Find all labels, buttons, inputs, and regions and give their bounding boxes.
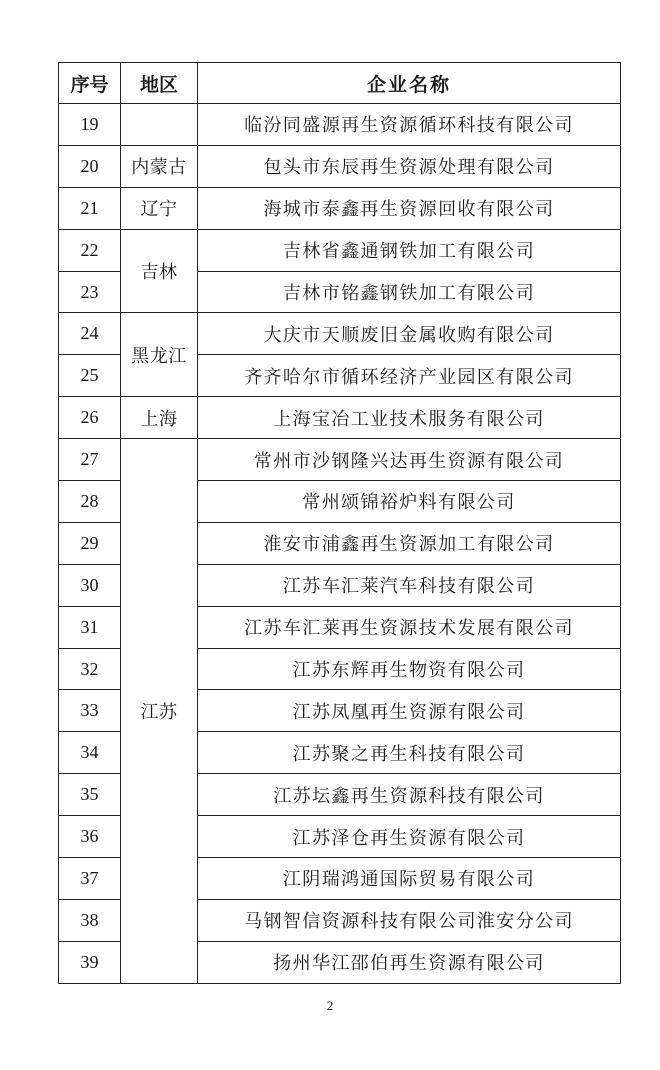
row-company-name: 上海宝冶工业技术服务有限公司 (198, 397, 621, 439)
row-region: 江苏 (121, 439, 198, 984)
row-index: 27 (59, 439, 121, 481)
row-company-name: 海城市泰鑫再生资源回收有限公司 (198, 187, 621, 229)
row-index: 37 (59, 858, 121, 900)
row-company-name: 常州市沙钢隆兴达再生资源有限公司 (198, 439, 621, 481)
row-index: 29 (59, 522, 121, 564)
row-index: 35 (59, 774, 121, 816)
row-company-name: 江苏东辉再生物资有限公司 (198, 648, 621, 690)
row-index: 31 (59, 606, 121, 648)
row-index: 25 (59, 355, 121, 397)
row-company-name: 扬州华江邵伯再生资源有限公司 (198, 941, 621, 983)
row-company-name: 临汾同盛源再生资源循环科技有限公司 (198, 104, 621, 146)
header-company: 企业名称 (198, 63, 621, 104)
row-region (121, 104, 198, 146)
row-index: 32 (59, 648, 121, 690)
table-header-row (59, 63, 621, 104)
row-company-name: 马钢智信资源科技有限公司淮安分公司 (198, 899, 621, 941)
row-index: 22 (59, 229, 121, 271)
row-company-name: 淮安市浦鑫再生资源加工有限公司 (198, 522, 621, 564)
row-company-name: 江苏车汇莱再生资源技术发展有限公司 (198, 606, 621, 648)
row-company-name: 大庆市天顺废旧金属收购有限公司 (198, 313, 621, 355)
row-region: 吉林 (121, 229, 198, 313)
table-row (59, 187, 621, 229)
table-row (59, 229, 621, 271)
row-index: 38 (59, 899, 121, 941)
page-number: 2 (326, 998, 334, 1013)
table-row (59, 104, 621, 146)
table-row (59, 397, 621, 439)
table-row (59, 145, 621, 187)
row-company-name: 齐齐哈尔市循环经济产业园区有限公司 (198, 355, 621, 397)
row-index: 21 (59, 187, 121, 229)
row-region: 内蒙古 (121, 145, 198, 187)
table-row (59, 313, 621, 355)
row-index: 39 (59, 941, 121, 983)
row-company-name: 江苏车汇莱汽车科技有限公司 (198, 564, 621, 606)
row-index: 20 (59, 145, 121, 187)
row-region: 黑龙江 (121, 313, 198, 397)
row-company-name: 江苏泽仓再生资源有限公司 (198, 816, 621, 858)
table-row (59, 439, 621, 481)
row-index: 23 (59, 271, 121, 313)
row-company-name: 吉林省鑫通钢铁加工有限公司 (198, 229, 621, 271)
row-index: 36 (59, 816, 121, 858)
table-body (59, 104, 621, 984)
row-company-name: 江阴瑞鸿通国际贸易有限公司 (198, 858, 621, 900)
row-index: 26 (59, 397, 121, 439)
row-region: 上海 (121, 397, 198, 439)
row-index: 34 (59, 732, 121, 774)
row-index: 24 (59, 313, 121, 355)
row-company-name: 江苏聚之再生科技有限公司 (198, 732, 621, 774)
row-company-name: 包头市东辰再生资源处理有限公司 (198, 145, 621, 187)
row-index: 19 (59, 104, 121, 146)
row-company-name: 常州颂锦裕炉料有限公司 (198, 481, 621, 523)
company-list-table (58, 62, 621, 984)
row-index: 28 (59, 481, 121, 523)
row-company-name: 吉林市铭鑫钢铁加工有限公司 (198, 271, 621, 313)
row-company-name: 江苏坛鑫再生资源科技有限公司 (198, 774, 621, 816)
row-region: 辽宁 (121, 187, 198, 229)
row-index: 33 (59, 690, 121, 732)
header-index: 序号 (59, 63, 121, 104)
row-index: 30 (59, 564, 121, 606)
row-company-name: 江苏凤凰再生资源有限公司 (198, 690, 621, 732)
header-region: 地区 (121, 63, 198, 104)
